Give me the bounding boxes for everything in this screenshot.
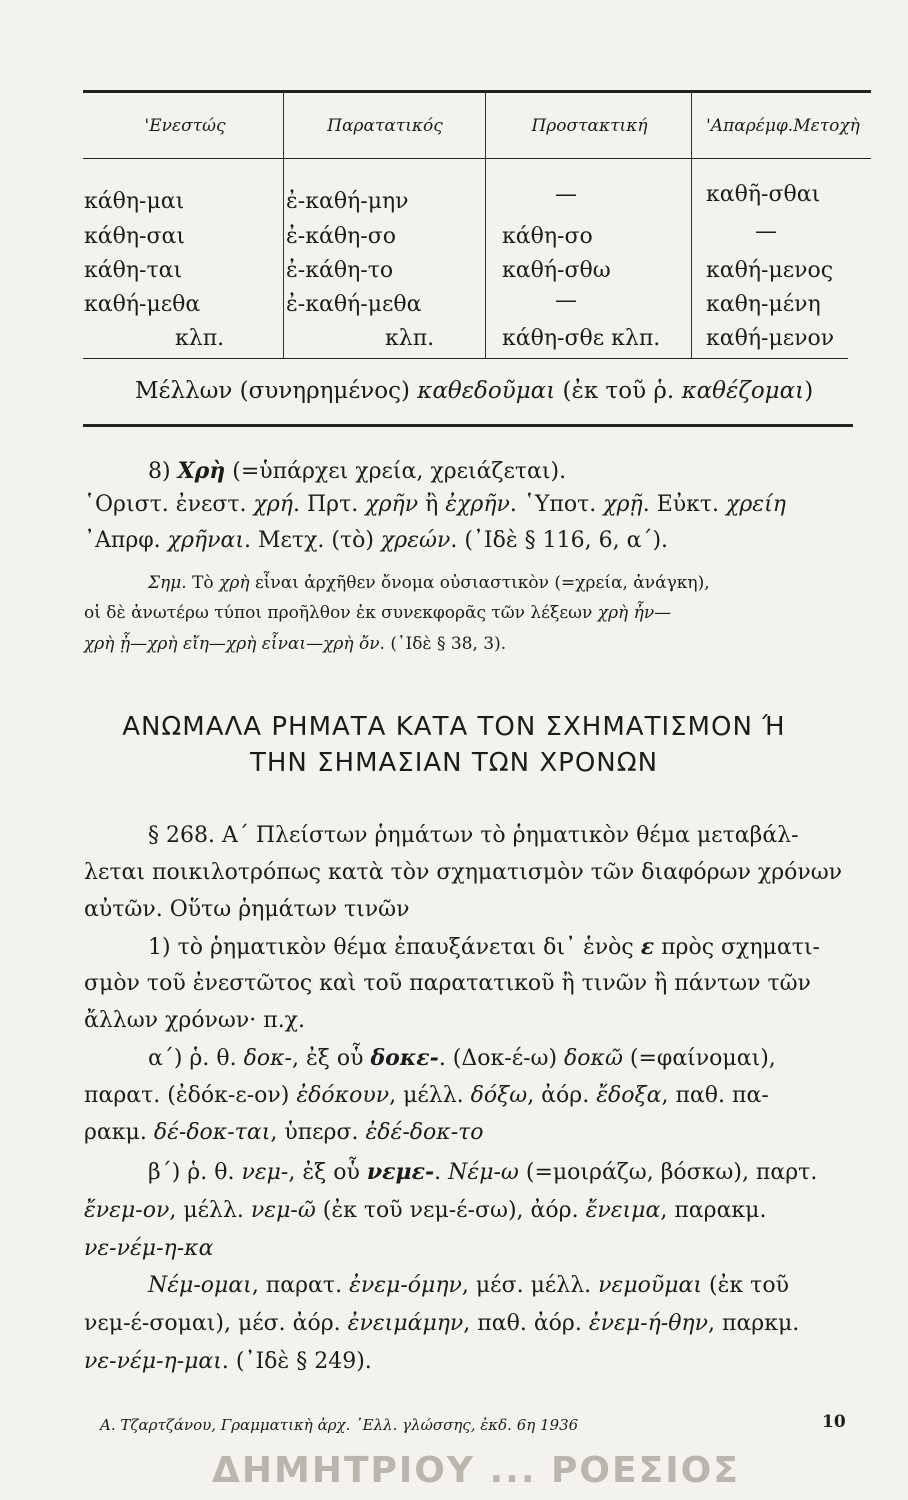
example-b-line-2: ἔνεμ-ον, μέλλ. νεμ-ῶ (ἐκ τοῦ νεμ-έ-σω), ἀόρ. ἔνειμα, παρακμ. [84,1198,767,1223]
table-bottom-rule [83,424,853,427]
page-number: 10 [822,1412,846,1432]
para-line: § 268. Α΄ Πλείστων ῥημάτων τὸ ῥηματικὸν θέμα μεταβάλ- [148,823,799,848]
example-c-line-3: νε-νέμ-η-μαι. (᾿Ιδὲ § 249). [84,1349,372,1374]
table-cell: καθη-μένη [706,292,821,317]
library-stamp: ΔΗΜΗΤΡΙΟΥ ... ΡΟΕΣΙΟΣ [212,1450,740,1491]
example-b-line-1: β΄) ῥ. θ. νεμ-, ἐξ οὗ νεμε-. Νέμ-ω (=μοιράζω, βόσκω), παρτ. [148,1159,818,1185]
table-top-rule [83,90,871,93]
table-cell: ἐ-κάθη-σο [286,224,396,249]
col-divider-2 [485,93,486,358]
table-cell: κάθη-σο [502,224,593,249]
para-line: αὐτῶν. Οὕτω ῥημάτων τινῶν [84,897,410,922]
table-cell: κάθη-ται [84,258,183,283]
future-tense-line: Μέλλων (συνηρημένος) καθεδοῦμαι (ἐκ τοῦ ῥ. καθέζομαι) [135,378,814,404]
example-c-line-2: νεμ-έ-σομαι), μέσ. ἀόρ. ἐνειμάμην, παθ. ἀόρ. ἐνεμ-ή-θην, παρκμ. [84,1311,800,1336]
para-line: ἄλλων χρόνων· π.χ. [84,1008,306,1033]
example-a-line-3: ρακμ. δέ-δοκ-ται, ὑπερσ. ἐδέ-δοκ-το [84,1120,484,1145]
table-cell: ἐ-καθή-μην [286,189,409,214]
table-cell: — [755,219,777,244]
table-cell: — [555,182,577,207]
header-imperative: Προστακτική [531,116,648,136]
note-line-3: χρὴ ᾖ—χρὴ εἴη—χρὴ εἶναι—χρὴ ὄν. (᾿Ιδὲ § 38, 3). [84,634,507,654]
table-cell: κάθη-μαι [84,189,185,214]
example-a-line-1: α΄) ῥ. θ. δοκ-, ἐξ οὗ δοκε-. (Δοκ-έ-ω) δοκῶ (=φαίνομαι), [148,1045,776,1071]
table-cell: καθή-μενον [706,326,835,351]
header-present: 'Ενεστώς [144,116,226,136]
table-cell: καθή-μενος [706,258,834,283]
table-cell: κάθη-σθε κλπ. [502,326,661,351]
section-title-line-2: ΤΗΝ ΣΗΜΑΣΙΑΝ ΤΩΝ ΧΡΟΝΩΝ [249,748,659,778]
table-cell: κλπ. [385,326,435,351]
header-infinitive-participle: 'Απαρέμφ.Μετοχὴ [706,116,860,136]
note-line-2: οἱ δὲ ἀνωτέρω τύποι προῆλθον ἐκ συνεκφορᾶς τῶν λέξεων χρὴ ἦν— [84,603,672,623]
table-cell: ἐ-κάθη-το [286,258,394,283]
table-cell: καθή-σθω [502,258,611,283]
table-body-rule [83,358,848,359]
para-line: λεται ποικιλοτρόπως κατὰ τὸν σχηματισμὸν τῶν διαφόρων χρόνων [84,860,843,885]
table-cell: κάθη-σαι [84,224,185,249]
example-a-line-2: παρατ. (ἐδόκ-ε-ον) ἐδόκουν, μέλλ. δόξω, ἀόρ. ἔδοξα, παθ. πα- [84,1083,769,1108]
para-line: σμὸν τοῦ ἐνεστῶτος καὶ τοῦ παρατατικοῦ ἢ τινῶν ἢ πάντων τῶν [84,971,811,996]
para-line: 1) τὸ ῥηματικὸν θέμα ἐπαυξάνεται δι᾿ ἑνὸς ε πρὸς σχηματι- [148,934,820,960]
header-imperfect: Παρατατικός [327,116,443,136]
footer-citation: Α. Τζαρτζάνου, Γραμματικὴ ἀρχ. ᾿Ελλ. γλώσσης, ἐκδ. 6η 1936 [100,1416,579,1434]
table-cell: ἐ-καθή-μεθα [286,292,422,317]
table-header-rule [83,158,871,159]
col-divider-1 [283,93,284,358]
chri-line-2: ῾Οριστ. ἐνεστ. χρή. Πρτ. χρῆν ἢ ἐχρῆν. ῾Υποτ. χρῇ. Εὐκτ. χρείη [84,492,786,517]
chri-heading: 8) Χρὴ (=ὑπάρχει χρεία, χρειάζεται). [148,458,567,484]
note-line-1: Σημ. Τὸ χρὴ εἶναι ἀρχῆθεν ὄνομα οὐσιαστικὸν (=χρεία, ἀνάγκη), [148,573,710,593]
table-cell: κλπ. [175,326,225,351]
example-b-line-3: νε-νέμ-η-κα [84,1236,214,1261]
table-cell: — [555,288,577,313]
chri-line-3: ᾿Απρφ. χρῆναι. Μετχ. (τὸ) χρεών. (᾿Ιδὲ § 116, 6, α΄). [84,528,669,553]
example-c-line-1: Νέμ-ομαι, παρατ. ἐνεμ-όμην, μέσ. μέλλ. νεμοῦμαι (ἐκ τοῦ [148,1273,789,1298]
col-divider-3 [691,93,692,358]
section-title-line-1: ΑΝΩΜΑΛΑ ΡΗΜΑΤΑ ΚΑΤΑ ΤΟΝ ΣΧΗΜΑΤΙΣΜΟΝ Ή [122,712,786,742]
table-cell: καθῆ-σθαι [706,182,821,207]
table-cell: καθή-μεθα [84,292,201,317]
